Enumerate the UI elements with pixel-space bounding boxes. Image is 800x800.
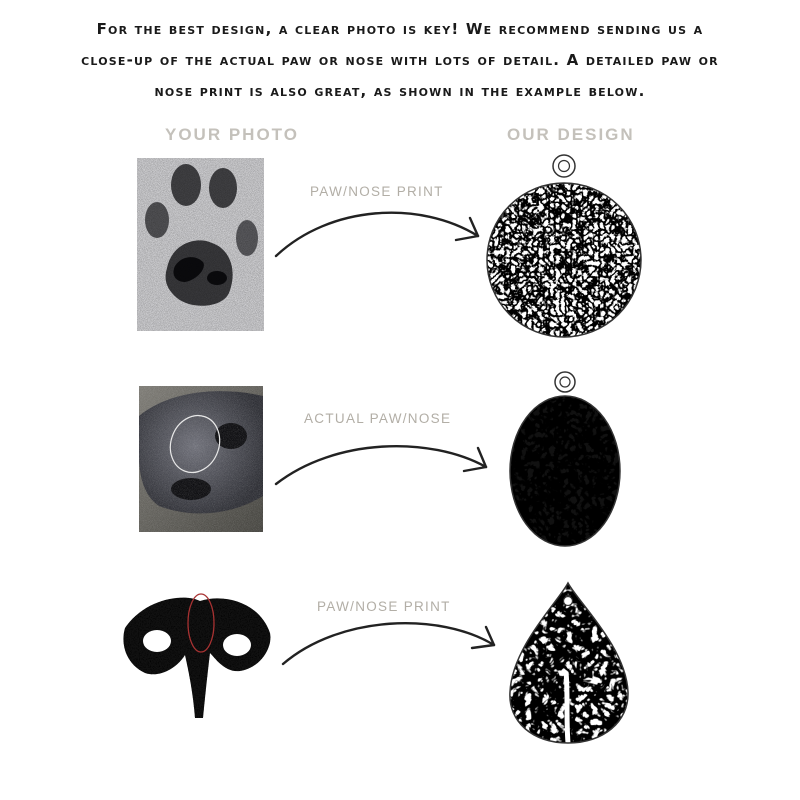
round-pendant-design bbox=[483, 150, 643, 345]
curved-arrow-right-icon bbox=[276, 213, 478, 256]
row-2-label: ACTUAL PAW/NOSE bbox=[304, 411, 452, 426]
intro-line-1: For the best design, a clear photo is key! We recommend sending us a bbox=[96, 20, 704, 38]
curved-arrow-right-icon bbox=[283, 623, 494, 664]
curved-arrow-right-icon bbox=[276, 446, 486, 484]
column-heading-your-photo: YOUR PHOTO bbox=[165, 125, 299, 144]
intro-line-3: nose print is also great, as shown in the example below. bbox=[154, 82, 646, 100]
column-heading-our-design: OUR DESIGN bbox=[507, 125, 635, 144]
intro-line-2: close-up of the actual paw or nose with lots of detail. A detailed paw or bbox=[81, 51, 719, 69]
row-3-label: PAW/NOSE PRINT bbox=[317, 599, 451, 614]
curved-arrow-right-icon bbox=[472, 627, 494, 648]
teardrop-pendant-design bbox=[508, 577, 633, 747]
row-1-label: PAW/NOSE PRINT bbox=[310, 184, 444, 199]
oval-pendant-design bbox=[506, 368, 626, 548]
